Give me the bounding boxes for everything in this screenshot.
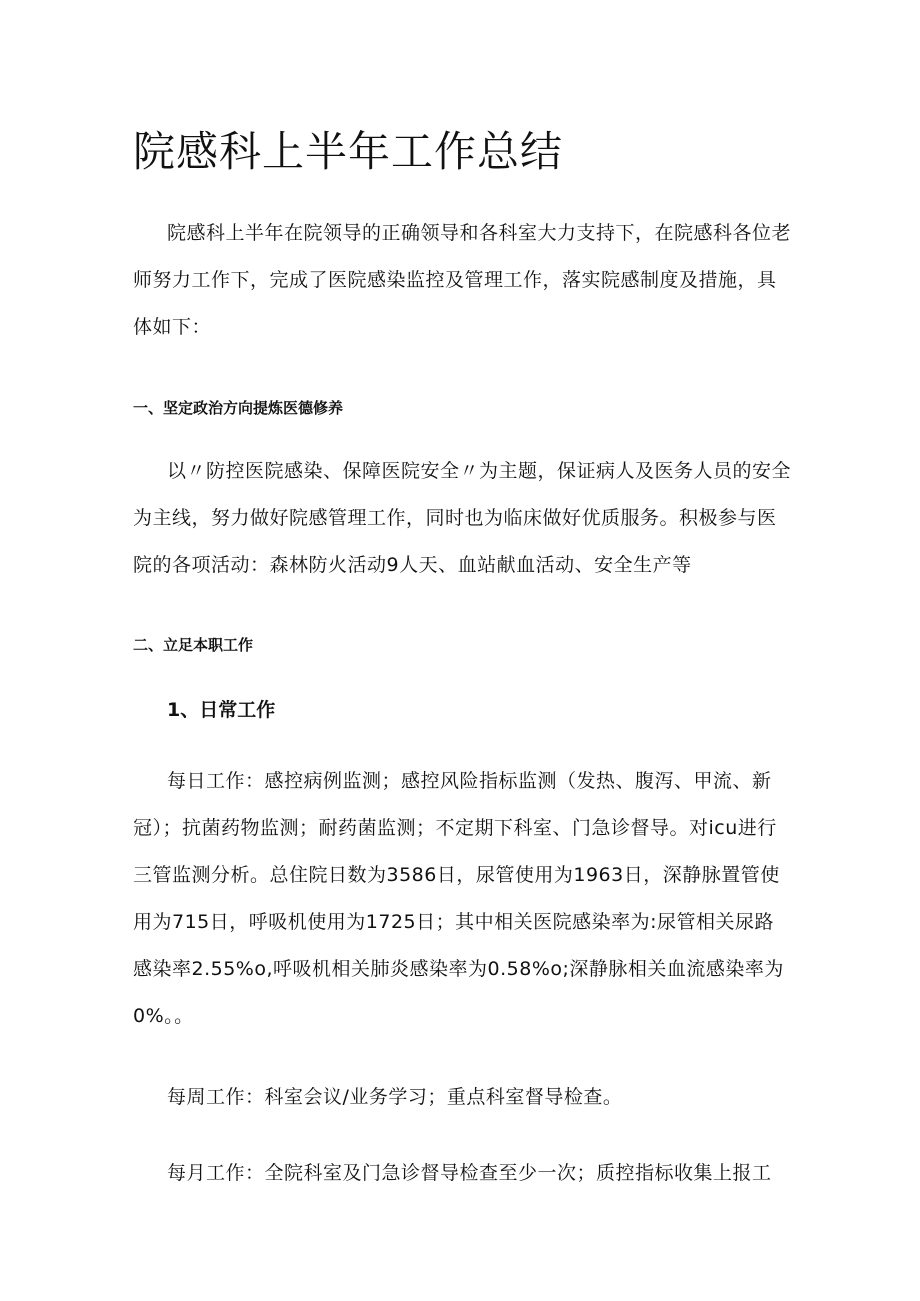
section-1-heading: 一、坚定政治方向提炼医德修养 xyxy=(133,399,344,417)
daily-work-paragraph: 每日工作：感控病例监测；感控风险指标监测（发热、腹泻、甲流、新冠）；抗菌药物监测；耐药菌监测；不定期下科室、门急诊督导。对icu进行三管监测分析。总住院日数为3586日，尿管使用为1963日，深静脉置管使用为715日，呼吸机使用为1725日；其中相关医院感染率为:尿管相关尿路感染率2.55%o,呼吸机相关肺炎感染率为0.58%o;深静脉相关血流感染率为0%。。 xyxy=(133,770,784,1027)
section-2-heading: 二、立足本职工作 xyxy=(133,636,254,654)
subsection-daily-work-heading: 1、日常工作 xyxy=(167,699,276,721)
monthly-work-paragraph: 每月工作：全院科室及门急诊督导检查至少一次；质控指标收集上报工 xyxy=(167,1162,772,1184)
intro-paragraph: 院感科上半年在院领导的正确领导和各科室大力支持下，在院感科各位老师努力工作下，完成了医院感染监控及管理工作，落实院感制度及措施，具体如下： xyxy=(133,222,792,338)
document-title: 院感科上半年工作总结 xyxy=(133,127,564,176)
weekly-work-paragraph: 每周工作：科室会议/业务学习；重点科室督导检查。 xyxy=(167,1086,623,1108)
section-1-paragraph: 以〃防控医院感染、保障医院安全〃为主题，保证病人及医务人员的安全为主线，努力做好院感管理工作，同时也为临床做好优质服务。积极参与医院的各项活动：森林防火活动9人天、血站献血活动、安全生产等 xyxy=(133,460,792,576)
